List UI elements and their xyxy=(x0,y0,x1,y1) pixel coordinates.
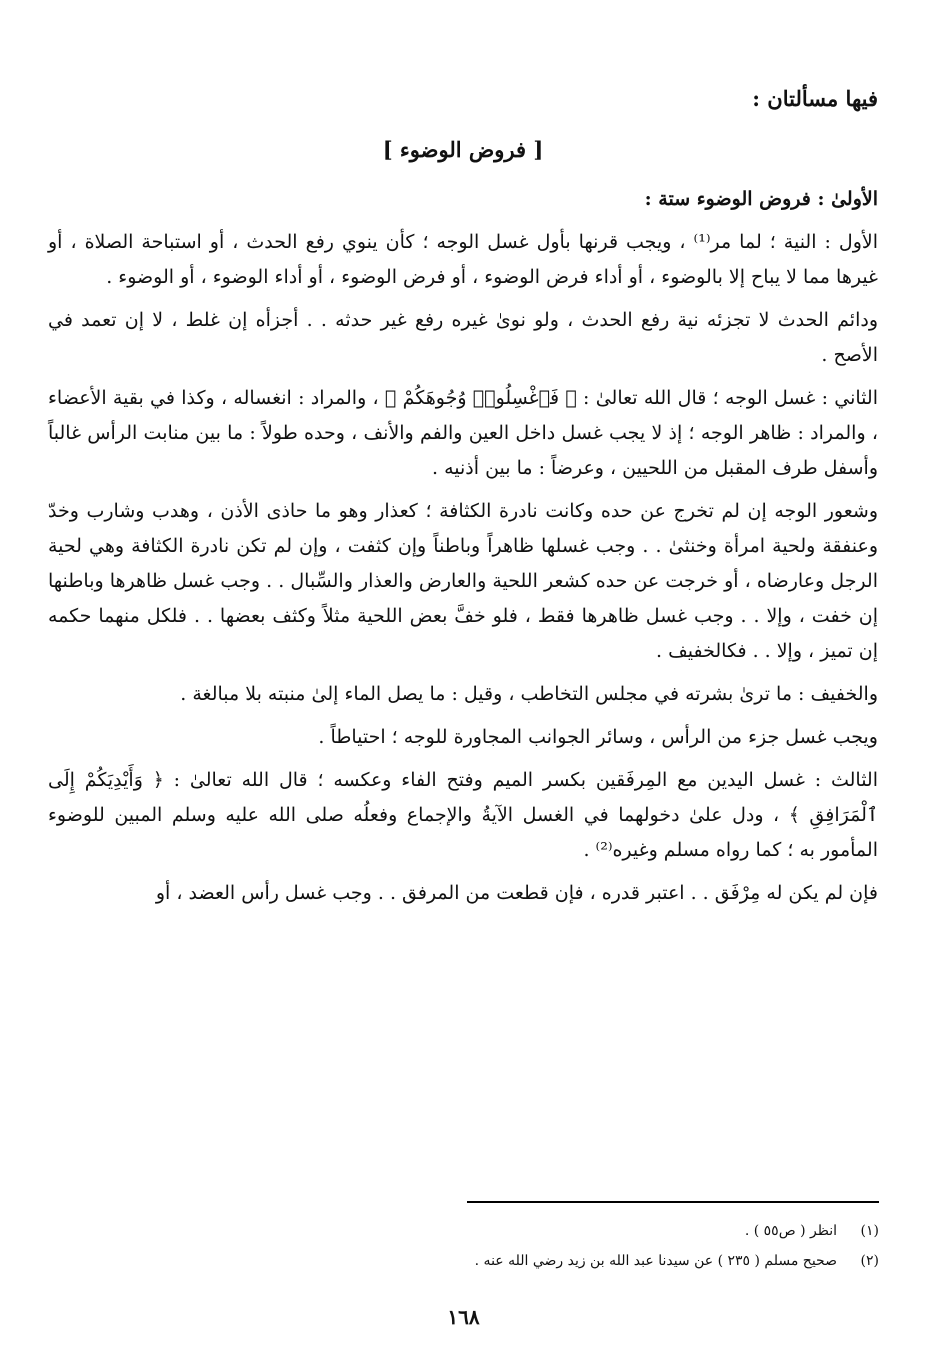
paragraph-niyya: الأول : النية ؛ لما مر⁽¹⁾ ، ويجب قرنها بأول غسل الوجه ؛ كأن ينوي رفع الحدث ، أو استباحة الصلاة ، أو غيرها مما لا يباح إلا بالوضوء ، أو أداء فرض الوضوء ، أو فرض الوضوء ، أو أداء الوضوء ، أو الوضوء . xyxy=(48,231,878,288)
footnote-divider xyxy=(467,1201,879,1203)
paragraph-no-elbow: فإن لم يكن له مِرْفَق . . اعتبر قدره ، فإن قطعت من المرفق . . وجب غسل رأس العضد ، أو xyxy=(155,882,878,904)
footnotes xyxy=(49,1216,879,1276)
paragraph-daim-hadath: ودائم الحدث لا تجزئه نية رفع الحدث ، ولو نوىٰ غيره رفع غير حدثه . . أجزأه إن غلط ، لا إن تعمد في الأصح . xyxy=(48,309,878,366)
page-body xyxy=(48,86,878,919)
intro-line: فيها مسألتان : xyxy=(752,86,878,111)
footnote-text: صحيح مسلم ( ٢٣٥ ) عن سيدنا عبد الله بن زيد رضي الله عنه . xyxy=(474,1253,837,1269)
footnote-number: (١) xyxy=(860,1223,879,1239)
footnote-number: (٢) xyxy=(860,1253,879,1269)
paragraph-head-part: ويجب غسل جزء من الرأس ، وسائر الجوانب المجاورة للوجه ؛ احتياطاً . xyxy=(318,726,878,748)
page-number: ١٦٨ xyxy=(447,1305,480,1329)
footnote-text: انظر ( ص٥٥ ) . xyxy=(744,1223,837,1239)
section-heading: [ فروض الوضوء ] xyxy=(382,137,544,162)
footnote-1 xyxy=(49,1216,879,1246)
paragraph-hands: الثالث : غسل اليدين مع المِرفَقين بكسر الميم وفتح الفاء وعكسه ؛ قال الله تعالىٰ : ﴿ وَأَيْدِيَكُمْ إِلَى ٱلْمَرَافِقِ ﴾ ، ودل علىٰ دخولهما في الغسل الآيةُ والإجماع وفعلُه صلى الله عليه وسلم المبين للوضوء المأمور به ؛ كما رواه مسلم وغيره⁽²⁾ . xyxy=(48,769,878,861)
paragraph-face: الثاني : غسل الوجه ؛ قال الله تعالىٰ : ﴿ فَٱغْسِلُوا۟ وُجُوهَكُمْ ﴾ ، والمراد : انغساله ، وكذا في بقية الأعضاء ، والمراد : ظاهر الوجه ؛ إذ لا يجب غسل داخل العين والفم والأنف ، وحده طولاً : ما بين منابت الرأس غالباً وأسفل طرف المقبل من اللحيين ، وعرضاً : ما بين أذنيه . xyxy=(48,387,878,479)
paragraph-light-hair: والخفيف : ما ترىٰ بشرته في مجلس التخاطب ، وقيل : ما يصل الماء إلىٰ منبته بلا مبالغة . xyxy=(180,683,878,705)
first-issue-title: الأولىٰ : فروض الوضوء ستة : xyxy=(644,188,878,210)
paragraph-face-hair: وشعور الوجه إن لم تخرج عن حده وكانت نادرة الكثافة ؛ كعذار وهو ما حاذى الأذن ، وهدب وشارب وخدّ وعنفقة ولحية امرأة وخنثىٰ . . وجب غسلها ظاهراً وباطناً وإن كثفت ، وإن لم تكن نادرة الكثافة وهي لحية الرجل وعارضاه ، أو خرجت عن حده كشعر اللحية والعارض والعذار والسِّبال . . وجب غسل ظاهرها وباطنها إن خفت ، وإلا . . وجب غسل ظاهرها فقط ، فلو خفَّ بعض اللحية مثلاً وكثف بعضها . . فلكل منهما حكمه إن تميز ، وإلا . . فكالخفيف . xyxy=(48,500,878,662)
footnote-2 xyxy=(49,1246,879,1276)
